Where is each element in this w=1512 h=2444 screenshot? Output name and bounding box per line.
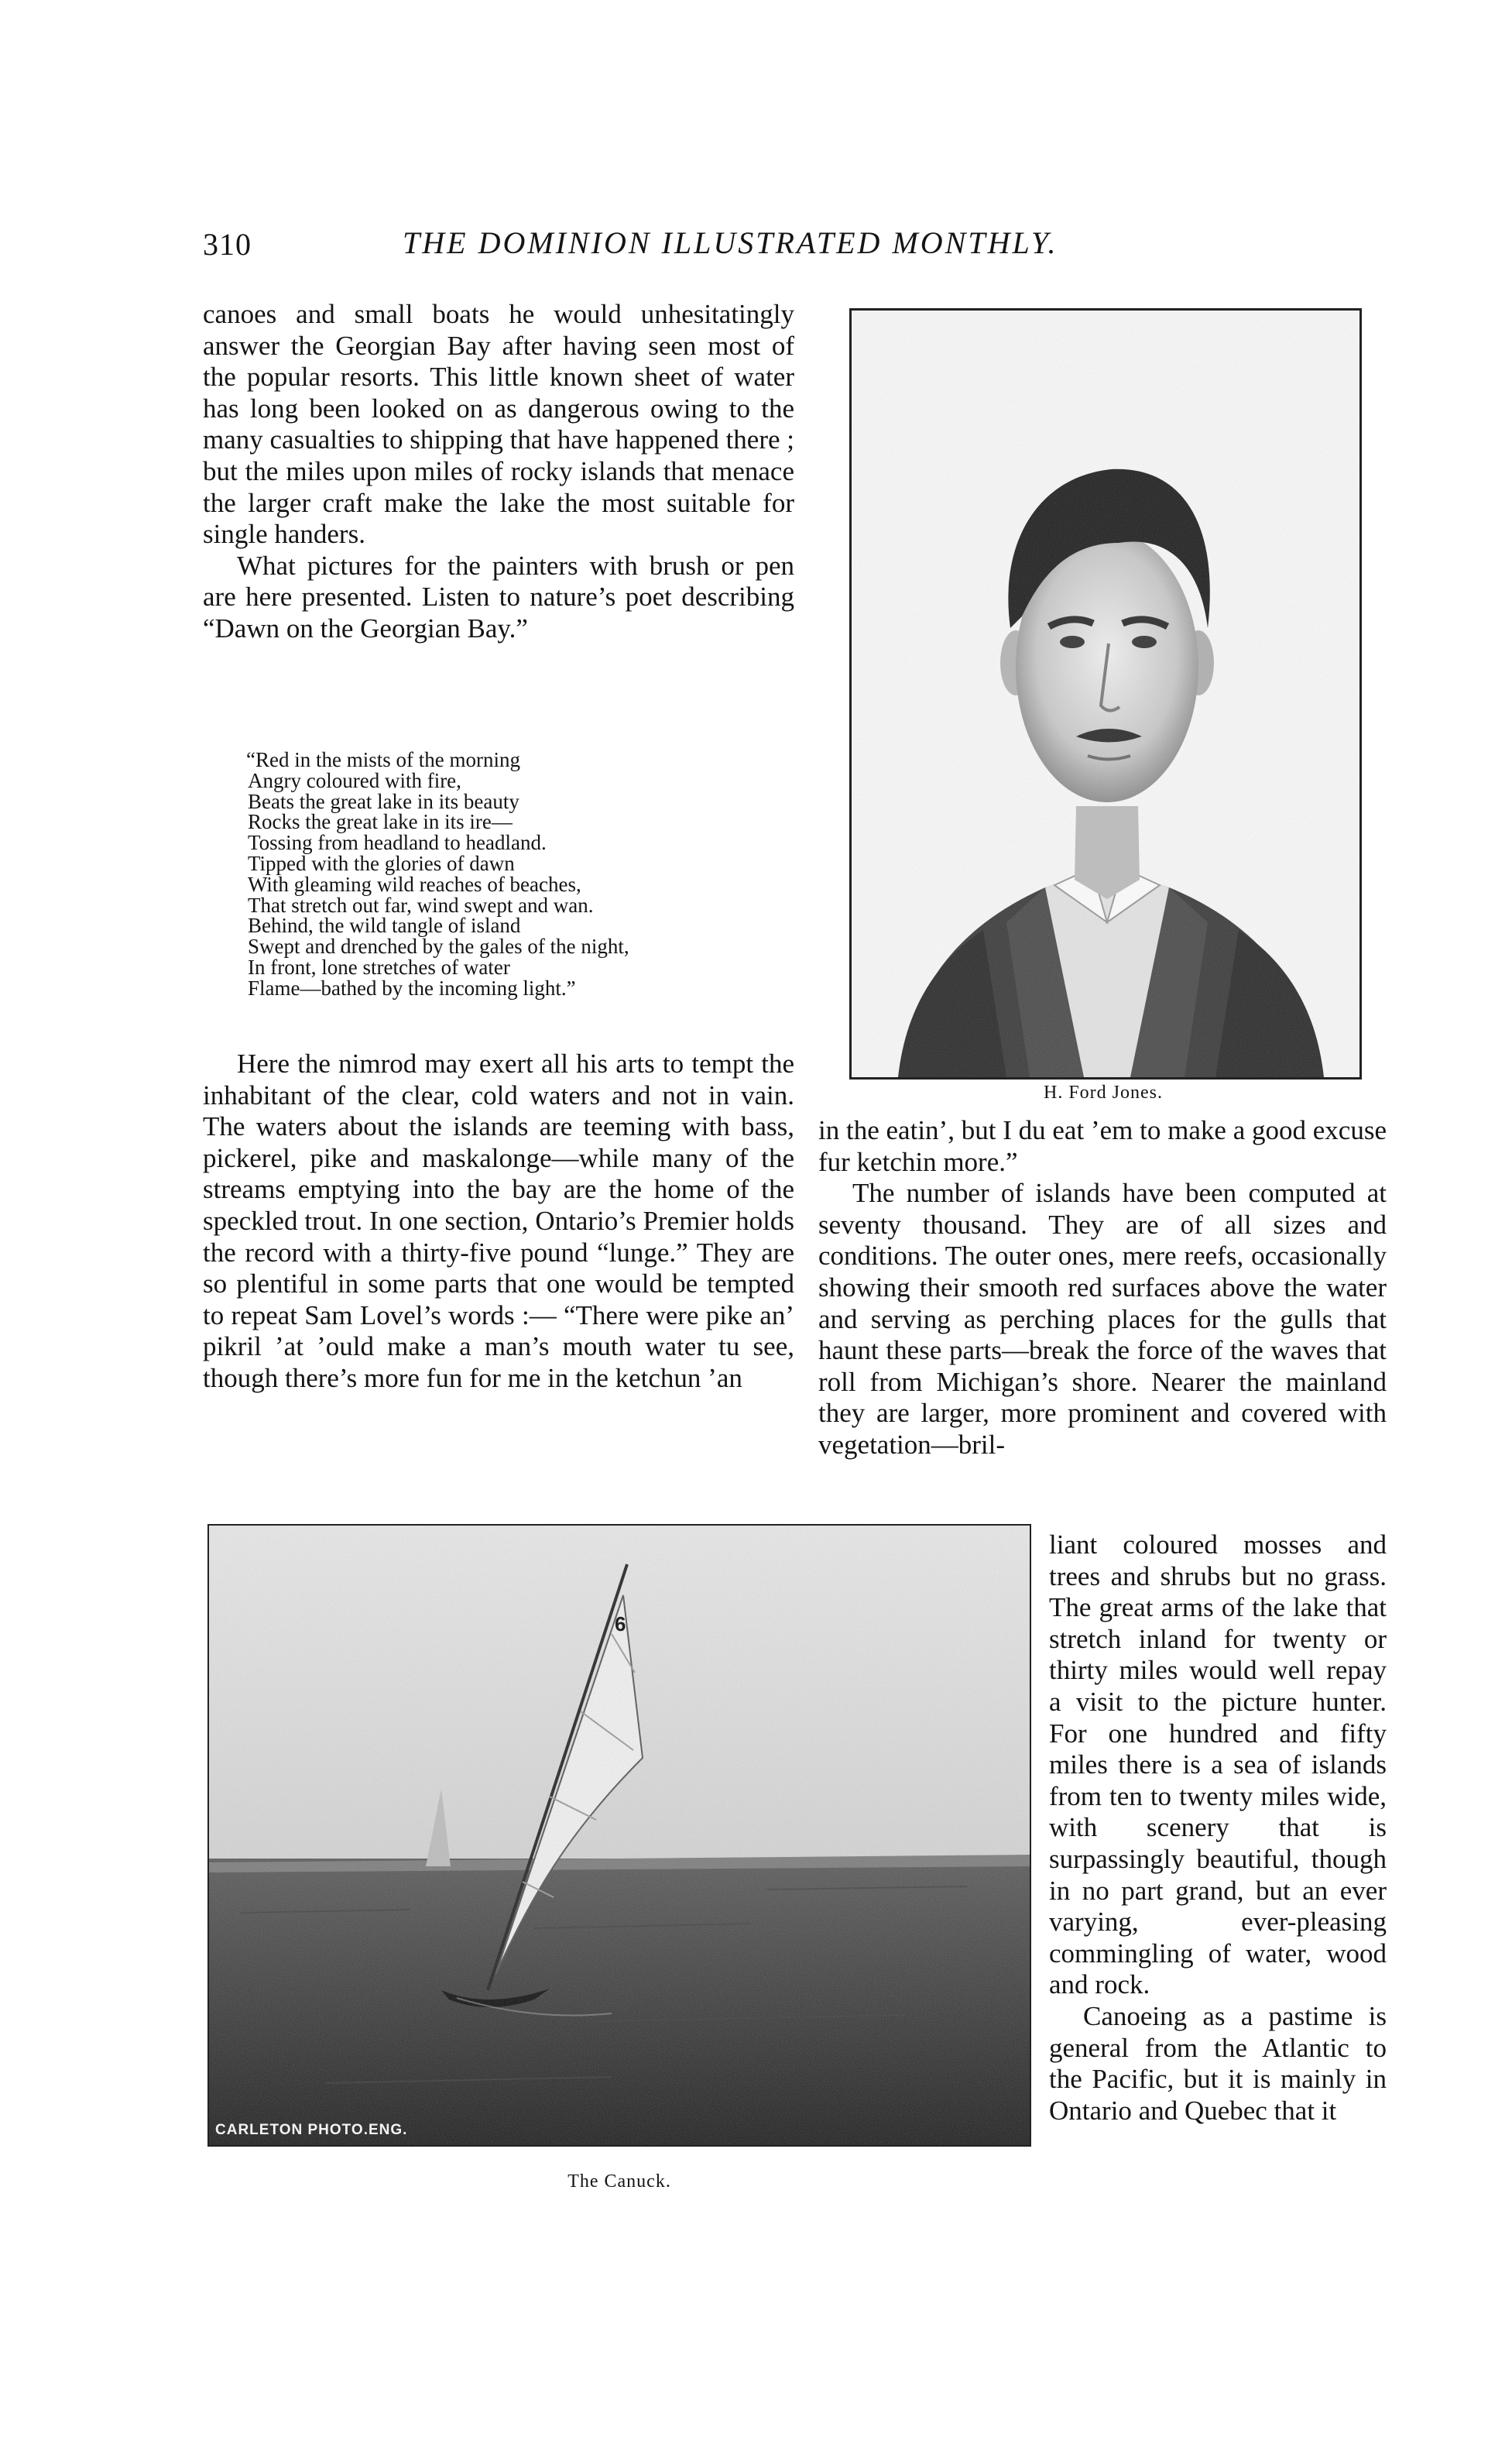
sailing-canoe-photo: [207, 1524, 1031, 2147]
paragraph: What pictures for the painters with brush or pen are here presented. Listen to nature’s poet describing “Dawn on the Georgian Bay.”: [203, 550, 794, 644]
poem-line: “Red in the mists of the morning: [246, 748, 520, 771]
poem-line: Tossing from headland to headland.: [248, 831, 547, 855]
portrait-photo: [849, 308, 1362, 1080]
sailing-photo-caption: The Canuck.: [567, 2171, 671, 2192]
poem-line: Tipped with the glories of dawn: [248, 851, 515, 875]
poem-line: That stretch out far, wind swept and wan.: [248, 893, 594, 917]
portrait-caption: H. Ford Jones.: [1043, 1083, 1163, 1103]
poem-line: Angry coloured with fire,: [248, 768, 461, 792]
sail-number: 6: [615, 1612, 626, 1636]
right-column: [818, 1115, 1387, 1461]
paragraph: in the eatin’, but I du eat ’em to make a good excuse fur ketchin more.”: [818, 1115, 1387, 1177]
paragraph: Canoeing as a pastime is general from the Atlantic to the Pacific, but it is mainly in Ontario and Quebec that it: [1049, 2000, 1387, 2126]
poem-line: Beats the great lake in its beauty: [248, 789, 519, 813]
poem-line: Flame—bathed by the incoming light.”: [248, 976, 576, 1000]
left-column-top: [203, 299, 794, 645]
paragraph: canoes and small boats he would unhesitatingly answer the Georgian Bay after having seen most of the popular resorts. This little known sheet of water has long been looked on as dangerous owing to the many casualties to shipping that have happened there ; but the miles upon miles of rocky islands that menace the larger craft make the lake the most suitable for single handers.: [203, 299, 794, 550]
engraver-credit: CARLETON PHOTO.ENG.: [215, 2122, 408, 2138]
poem-line: Behind, the wild tangle of island: [248, 914, 521, 938]
poem-line: In front, lone stretches of water: [248, 955, 510, 979]
paragraph: Here the nimrod may exert all his arts to tempt the inhabitant of the clear, cold waters and not in vain. The waters about the islands are teeming with bass, pickerel, pike and maskalonge—while many of the streams emptying into the bay are the home of the speckled trout. In one section, Ontario’s Premier holds the record with a thirty-five pound “lunge.” They are so plentiful in some parts that one would be tempted to repeat Sam Lovel’s words :— “There were pike an’ pikril ’at ’ould make a man’s mouth water tu see, though there’s more fun for me in the ketchun ’an: [203, 1049, 794, 1393]
narrow-column: [1049, 1529, 1387, 2126]
poem-line: Swept and drenched by the gales of the night,: [248, 935, 629, 959]
portrait-illustration: [852, 311, 1359, 1077]
paragraph: liant coloured mosses and trees and shrubs but no grass. The great arms of the lake that stretch inland for twenty or thirty miles would well repay a visit to the picture hunter. For one hundred and fifty miles there is a sea of islands from ten to twenty miles wide, with scenery that is surpassingly beautiful, though in no part grand, but an ever varying, ever-pleasing commingling of water, wood and rock.: [1049, 1529, 1387, 2000]
running-title: THE DOMINION ILLUSTRATED MONTHLY.: [403, 225, 1058, 260]
page-number: 310: [203, 227, 252, 262]
poem-line: With gleaming wild reaches of beaches,: [248, 872, 581, 896]
left-column-bottom: [203, 1049, 794, 1395]
poem-dawn-on-the-georgian-bay: [246, 750, 788, 999]
paragraph: The number of islands have been computed at seventy thousand. They are of all sizes and conditions. The outer ones, mere reefs, occasionally showing their smooth red surfaces above the water and serving as perching places for the gulls that haunt these parts—break the force of the waves that roll from Michigan’s shore. Nearer the mainland they are larger, more prominent and covered with vegetation—bril-: [818, 1178, 1387, 1460]
poem-line: Rocks the great lake in its ire—: [248, 810, 513, 834]
